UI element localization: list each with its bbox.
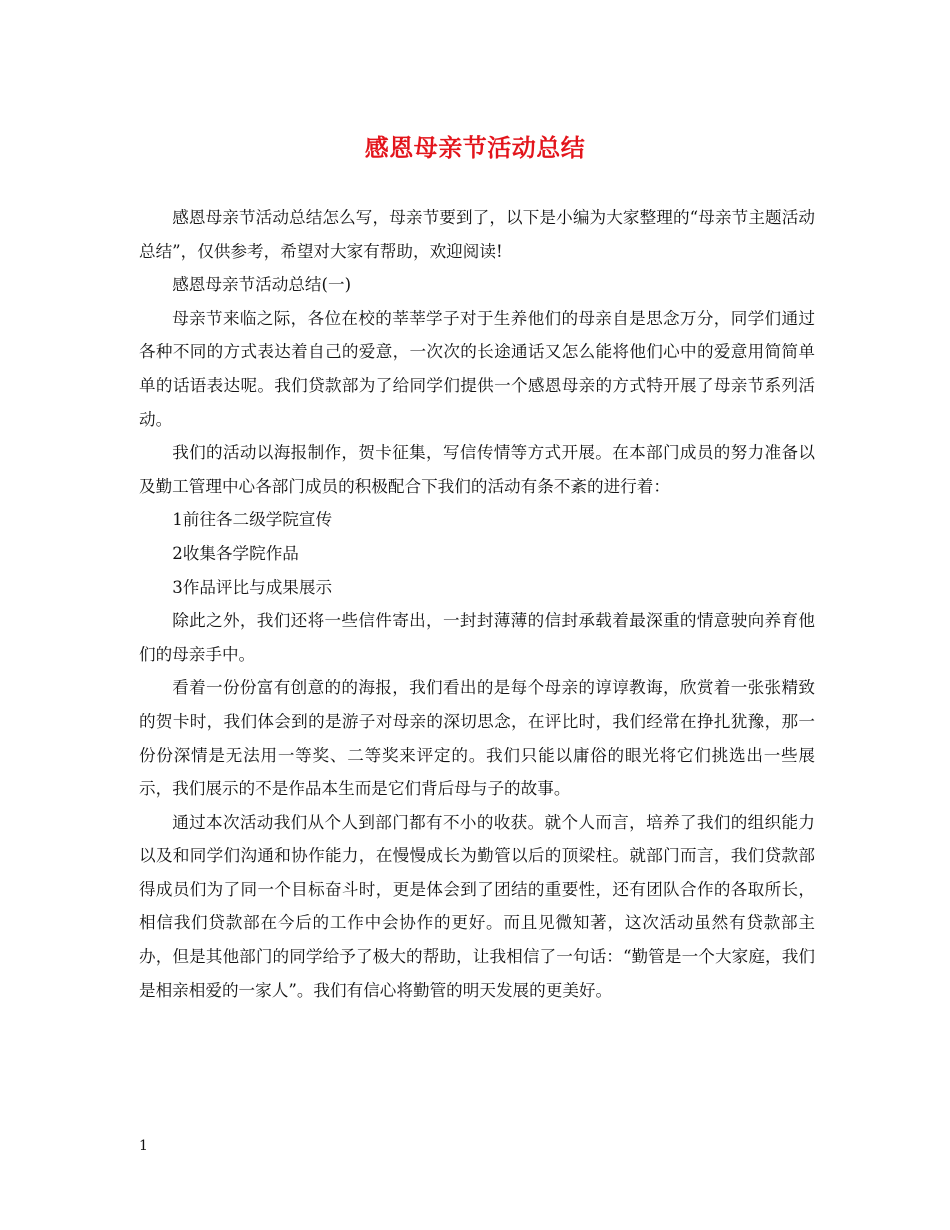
body-paragraph: 看着一份份富有创意的的海报，我们看出的是每个母亲的谆谆教诲，欣赏着一张张精致的贺卡时，我们体会到的是游子对母亲的深切思念，在评比时，我们经常在挣扎犹豫，那一份份深情是无法用一等奖、二等奖来评定的。我们只能以庸俗的眼光将它们挑选出一些展示，我们展示的不是作品本生而是它们背后母与子的故事。 bbox=[139, 678, 815, 799]
section-heading: 感恩母亲节活动总结(一) bbox=[172, 275, 352, 295]
body-paragraph: 除此之外，我们还将一些信件寄出，一封封薄薄的信封承载着最深重的情意驶向养育他们的母亲手中。 bbox=[139, 611, 815, 664]
list-item: 1前往各二级学院宣传 bbox=[172, 510, 333, 530]
list-item: 3作品评比与成果展示 bbox=[172, 577, 333, 597]
list-item: 2收集各学院作品 bbox=[172, 543, 299, 563]
body-paragraph: 通过本次活动我们从个人到部门都有不小的收获。就个人而言，培养了我们的组织能力以及和同学们沟通和协作能力，在慢慢成长为勤管以后的顶梁柱。就部门而言，我们贷款部得成员们为了同一个目标奋斗时，更是体会到了团结的重要性，还有团队合作的各取所长，相信我们贷款部在今后的工作中会协作的更好。而且见微知著，这次活动虽然有贷款部主办，但是其他部门的同学给予了极大的帮助，让我相信了一句话：“勤管是一个大家庭，我们是相亲相爱的一家人”。我们有信心将勤管的明天发展的更美好。 bbox=[139, 812, 815, 1000]
document-body bbox=[139, 201, 815, 1007]
body-paragraph: 母亲节来临之际，各位在校的莘莘学子对于生养他们的母亲自是思念万分，同学们通过各种不同的方式表达着自己的爱意，一次次的长途通话又怎么能将他们心中的爱意用简简单单的话语表达呢。我们贷款部为了给同学们提供一个感恩母亲的方式特开展了母亲节系列活动。 bbox=[139, 308, 815, 429]
document-title: 感恩母亲节活动总结 bbox=[364, 133, 586, 162]
body-paragraph: 我们的活动以海报制作，贺卡征集，写信传情等方式开展。在本部门成员的努力准备以及勤工管理中心各部门成员的积极配合下我们的活动有条不紊的进行着： bbox=[139, 443, 815, 496]
page-number: 1 bbox=[139, 1138, 148, 1154]
intro-paragraph: 感恩母亲节活动总结怎么写，母亲节要到了，以下是小编为大家整理的“母亲节主题活动总结”，仅供参考，希望对大家有帮助，欢迎阅读! bbox=[139, 208, 815, 261]
